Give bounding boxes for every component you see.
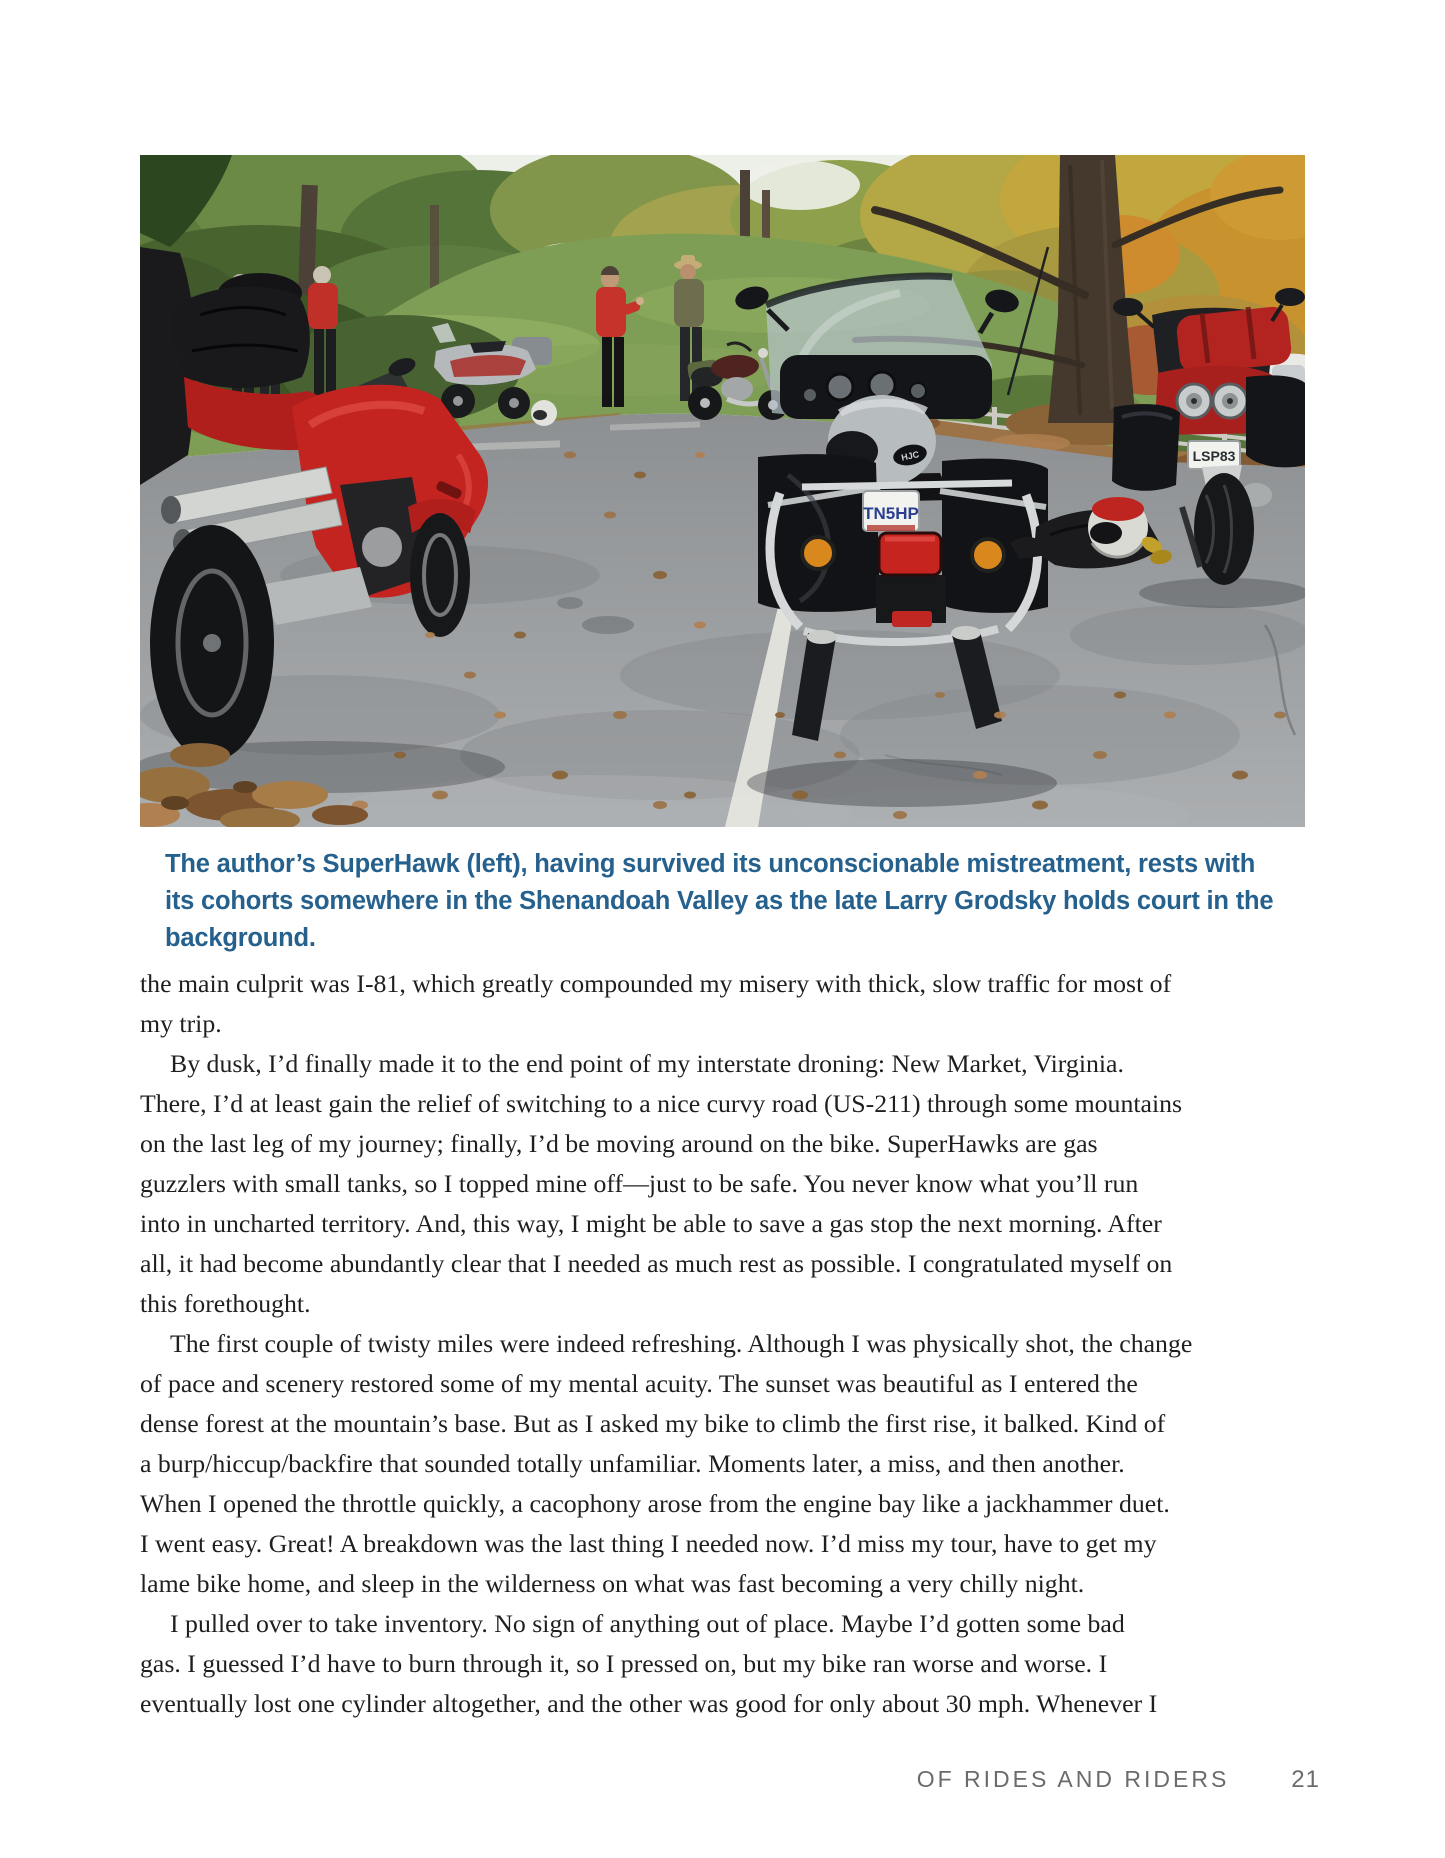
body-line: guzzlers with small tanks, so I topped mine off—just to be safe. You never know what you’ll run xyxy=(140,1169,1139,1198)
body-line: There, I’d at least gain the relief of switching to a nice curvy road (US-211) through some mountains xyxy=(140,1089,1183,1118)
body-text xyxy=(140,964,1305,1724)
page-footer xyxy=(917,1766,1320,1794)
turn-signal-left xyxy=(802,537,834,569)
body-line: on the last leg of my journey; finally, I’d be moving around on the bike. SuperHawks are gas xyxy=(140,1129,1098,1158)
license-plate-harley-text: TN5HP xyxy=(863,504,919,523)
body-line: When I opened the throttle quickly, a cacophony arose from the engine bay like a jackhammer duet. xyxy=(140,1489,1170,1518)
body-line: The first couple of twisty miles were indeed refreshing. Although I was physically shot, the change xyxy=(170,1329,1193,1358)
chrome-rack xyxy=(802,483,1012,487)
caption-line: background. xyxy=(165,924,316,952)
body-line: my trip. xyxy=(140,1009,222,1038)
body-line: the main culprit was I-81, which greatly compounded my misery with thick, slow traffic for most of xyxy=(140,969,1172,998)
engine-cover xyxy=(362,527,402,567)
front-wheel xyxy=(410,513,470,637)
photo-caption xyxy=(165,846,1274,957)
license-plate-right-bike-text: LSP83 xyxy=(1192,448,1236,464)
body-line: a burp/hiccup/backfire that sounded totally unfamiliar. Moments later, a miss, and then another. xyxy=(140,1449,1125,1478)
body-line: gas. I guessed I’d have to burn through it, so I pressed on, but my bike ran worse and worse. I xyxy=(140,1649,1108,1678)
caption-line: The author’s SuperHawk (left), having survived its unconscionable mistreatment, rests with xyxy=(165,850,1256,878)
tail-bag xyxy=(173,287,310,388)
mirror-right xyxy=(1275,288,1305,306)
turn-signal-right xyxy=(972,539,1004,571)
body-line: into in uncharted territory. And, this way, I might be able to save a gas stop the next morning. After xyxy=(140,1209,1162,1238)
body-line: all, it had become abundantly clear that I needed as much rest as possible. I congratulated myself on xyxy=(140,1249,1173,1278)
body-line: of pace and scenery restored some of my mental acuity. The sunset was beautiful as I entered the xyxy=(140,1369,1138,1398)
caption-line: its cohorts somewhere in the Shenandoah Valley as the late Larry Grodsky holds court in the xyxy=(165,887,1274,915)
reflector xyxy=(892,611,932,627)
gauge xyxy=(827,374,853,400)
running-title: OF RIDES AND RIDERS xyxy=(916,1766,1230,1792)
page-number: 21 xyxy=(1291,1766,1320,1793)
photo-illustration xyxy=(140,155,1305,827)
body-line: By dusk, I’d finally made it to the end point of my interstate droning: New Market, Virginia. xyxy=(170,1049,1124,1078)
body-line: eventually lost one cylinder altogether, and the other was good for only about 30 mph. Whenever I xyxy=(140,1689,1158,1718)
body-line: I went easy. Great! A breakdown was the last thing I needed now. I’d miss my tour, have to get my xyxy=(140,1529,1157,1558)
side-case-right xyxy=(1246,375,1305,467)
body-line: this forethought. xyxy=(140,1289,311,1318)
body-line: I pulled over to take inventory. No sign of anything out of place. Maybe I’d gotten some bad xyxy=(170,1609,1125,1638)
body-line: lame bike home, and sleep in the wilderness on what was fast becoming a very chilly night. xyxy=(140,1569,1085,1598)
photo xyxy=(140,155,1305,827)
rear-wheel xyxy=(1194,473,1254,585)
gauge xyxy=(869,372,895,398)
helmet-brand-text: HJC xyxy=(900,449,921,463)
body-line: dense forest at the mountain’s base. But as I asked my bike to climb the first rise, it balked. Kind of xyxy=(140,1409,1166,1438)
